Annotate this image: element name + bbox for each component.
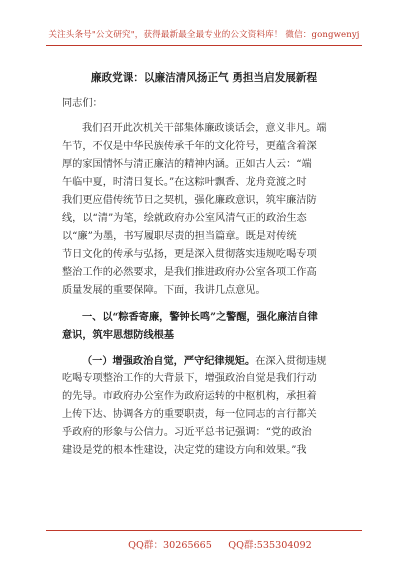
paragraph-line: 整治工作的必然要求，是我们推进政府办公室各项工作高: [62, 267, 317, 278]
paragraph-line: 节日文化的传承与弘扬，更是深入贯彻落实违规吃喝专项: [62, 249, 317, 260]
paragraph-line: 建设是党的根本性建设，决定党的建设方向和效果。”我: [62, 445, 307, 456]
paragraph-text: 在深入贯彻违规: [255, 356, 327, 367]
paragraph-line: [62, 352, 346, 370]
paragraph-line: 午节，不仅是中华民族传承千年的文化符号，更蕴含着深: [62, 141, 317, 152]
paragraph-line: 上传下达、协调各方的重要职责，每一位同志的言行都关: [62, 409, 317, 420]
document-title: 廉政党课：以廉洁清风扬正气 勇担当启发展新程: [90, 72, 318, 84]
paragraph-line: 我们召开此次机关干部集体廉政谈话会，意义非凡。端: [82, 123, 327, 134]
section-heading-line: 一、以“粽香寄廉，警钟长鸣”之警醒，强化廉洁自律: [82, 311, 318, 323]
header-divider: [46, 45, 362, 46]
paragraph-line: 的先导。市政府办公室作为政府运转的中枢机构，承担着: [62, 391, 317, 402]
subheading: （一）增强政治自觉，严守纪律规矩。: [82, 355, 256, 367]
salutation: 同志们：: [62, 98, 103, 109]
paragraph-line: 午临中夏，时清日复长。”在这粽叶飘香、龙舟竞渡之时: [62, 177, 307, 188]
footer-qq-group-1: QQ群：30265665: [128, 540, 212, 551]
paragraph-line: 我们更应借传统节日之契机，强化廉政意识，筑牢廉洁防: [62, 195, 317, 206]
header-note: 关注头条号"公文研究"，获得最新最全最专业的公文资料库！ 微信：gongwenyj: [48, 30, 360, 40]
paragraph-line: 乎政府的形象与公信力。习近平总书记强调：“党的政治: [62, 427, 312, 438]
paragraph-line: 以“廉”为墨，书写履职尽责的担当篇章。既是对传统: [62, 231, 297, 242]
paragraph-line: 质量发展的重要保障。下面，我讲几点意见。: [62, 285, 266, 296]
document-body: [62, 120, 346, 460]
footer-divider: [46, 530, 362, 531]
section-heading-line: 意识，筑牢思想防线根基: [62, 329, 175, 341]
footer-qq-group-2: QQ群:535304092: [228, 540, 312, 551]
paragraph-line: 线，以“清”为笔，绘就政府办公室风清气正的政治生态: [62, 213, 307, 224]
paragraph-line: 吃喝专项整治工作的大背景下，增强政治自觉是我们行动: [62, 373, 317, 384]
paragraph-line: 厚的家国情怀与清正廉洁的精神内涵。正如古人云：“端: [62, 159, 312, 170]
